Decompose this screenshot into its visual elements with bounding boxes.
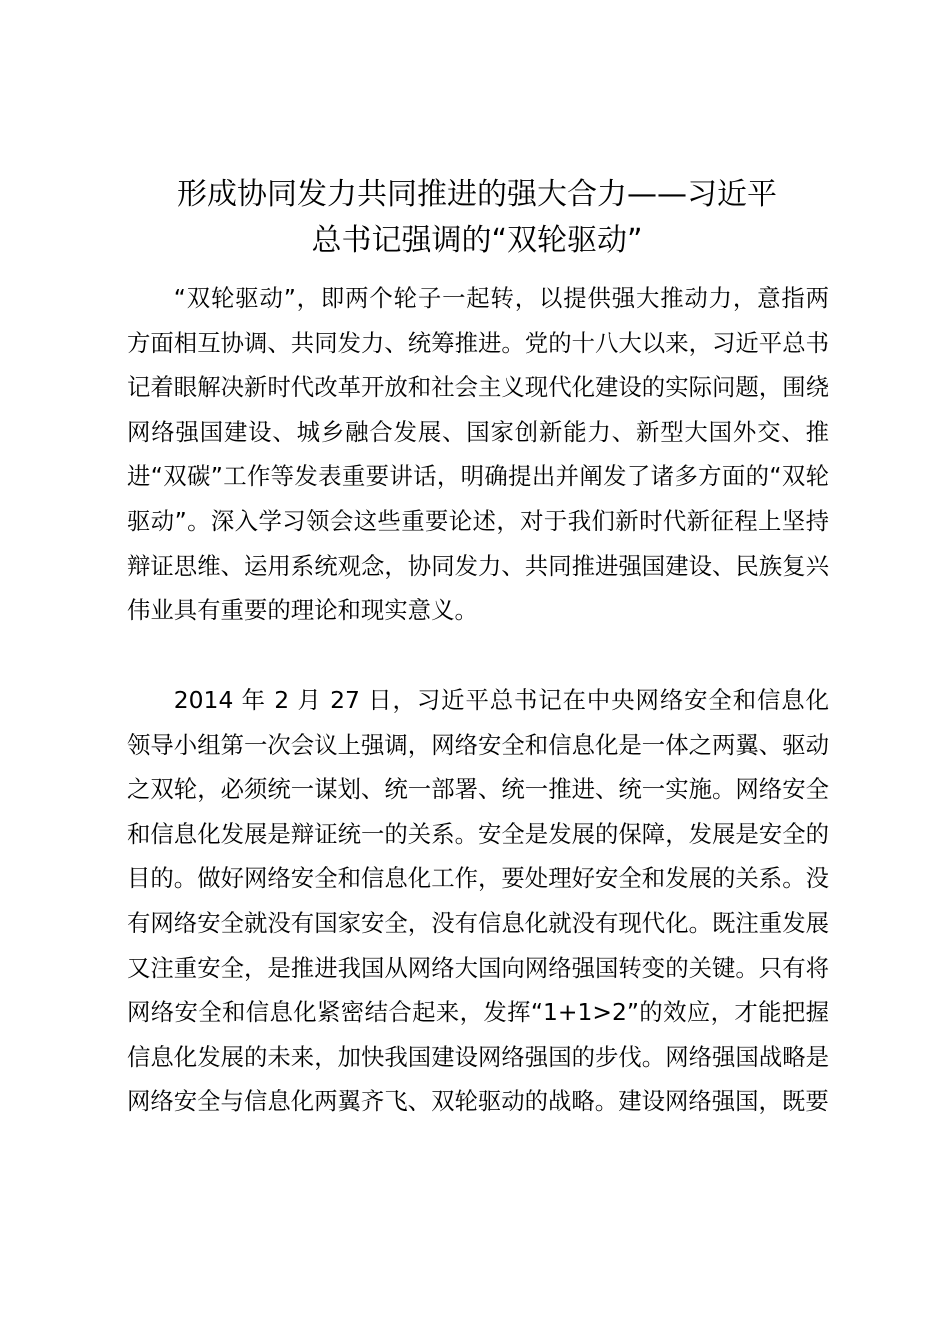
document-title-line-2: 总书记强调的“双轮驱动” [311, 223, 643, 258]
document-title-line-1: 形成协同发力共同推进的强大合力——习近平 [177, 177, 777, 212]
body-paragraph-2: 2014 年 2 月 27 日，习近平总书记在中央网络安全和信息化领导小组第一次会议上强调，网络安全和信息化是一体之两翼、驱动之双轮，必须统一谋划、统一部署、统一推进、统一实施。网络安全和信息化发展是辩证统一的关系。安全是发展的保障，发展是安全的目的。做好网络安全和信息化工作，要处理好安全和发展的关系。没有网络安全就没有国家安全，没有信息化就没有现代化。既注重发展又注重安全，是推进我国从网络大国向网络强国转变的关键。只有将网络安全和信息化紧密结合起来，发挥“1+1>2”的效应，才能把握信息化发展的未来，加快我国建设网络强国的步伐。网络强国战略是网络安全与信息化两翼齐飞、双轮驱动的战略。建设网络强国，既要 [127, 686, 829, 1116]
document-title [127, 172, 827, 264]
body-paragraph-1: “双轮驱动”，即两个轮子一起转，以提供强大推动力，意指两方面相互协调、共同发力、统筹推进。党的十八大以来，习近平总书记着眼解决新时代改革开放和社会主义现代化建设的实际问题，围绕网络强国建设、城乡融合发展、国家创新能力、新型大国外交、推进“双碳”工作等发表重要讲话，明确提出并阐发了诸多方面的“双轮驱动”。深入学习领会这些重要论述，对于我们新时代新征程上坚持辩证思维、运用系统观念，协同发力、共同推进强国建设、民族复兴伟业具有重要的理论和现实意义。 [127, 284, 829, 625]
